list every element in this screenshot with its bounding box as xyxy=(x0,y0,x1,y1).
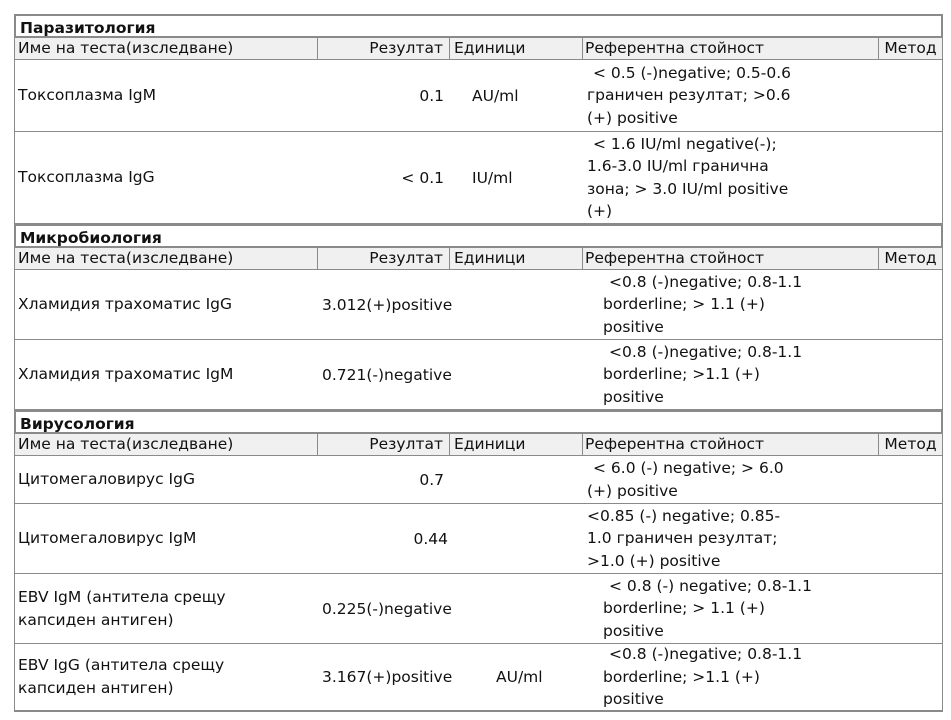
header-name: Име на теста(изследване) xyxy=(15,38,318,59)
header-method: Метод xyxy=(884,249,937,267)
table-row xyxy=(14,504,943,574)
reference-line: < 1.6 IU/ml negative(-); xyxy=(593,134,777,153)
section-title-parasitology: Паразитология xyxy=(14,14,943,38)
table-header xyxy=(14,38,943,60)
test-result: 0.7 xyxy=(419,470,444,489)
header-units: Единици xyxy=(450,248,583,269)
header-result: Резултат xyxy=(318,248,450,269)
table-row xyxy=(14,340,943,410)
test-name: Токсоплазма IgG xyxy=(18,168,155,186)
test-name xyxy=(15,586,318,632)
reference-value xyxy=(583,457,879,502)
test-name: Токсоплазма IgM xyxy=(18,86,157,104)
test-name xyxy=(15,654,318,700)
section-title-virology: Вирусология xyxy=(14,410,943,434)
reference-line: <0.85 (-) negative; 0.85- xyxy=(587,506,781,525)
reference-line: positive xyxy=(603,621,664,640)
header-units: Единици xyxy=(450,38,583,59)
test-result: 0.1 xyxy=(419,86,444,105)
header-reference: Референтна стойност xyxy=(583,38,879,59)
reference-line: borderline; >1.1 (+) xyxy=(603,667,760,686)
header-method: Метод xyxy=(884,39,937,57)
test-name: Хламидия трахоматис IgG xyxy=(18,295,233,313)
table-row xyxy=(14,60,943,132)
test-name: Цитомегаловирус IgG xyxy=(18,470,195,488)
table-row xyxy=(14,574,943,644)
header-units: Единици xyxy=(450,434,583,455)
test-result: 0.225(-)negative xyxy=(322,599,452,618)
reference-line: граничен резултат; >0.6 xyxy=(587,86,791,105)
test-name-line: EBV IgG (антитела срещу xyxy=(18,656,225,674)
table-header xyxy=(14,248,943,270)
reference-line: 1.6-3.0 IU/ml гранична xyxy=(587,157,769,175)
table-row xyxy=(14,132,943,224)
reference-value xyxy=(583,62,879,130)
test-name: Хламидия трахоматис IgM xyxy=(18,365,234,383)
reference-line: positive xyxy=(603,387,664,406)
reference-line: <0.8 (-)negative; 0.8-1.1 xyxy=(609,342,803,361)
header-reference: Референтна стойност xyxy=(583,434,879,455)
reference-line: (+) xyxy=(587,202,613,220)
test-result: 0.44 xyxy=(413,529,448,548)
reference-value xyxy=(583,575,879,643)
table-row xyxy=(14,456,943,504)
reference-line: 1.0 граничен резултат; xyxy=(587,529,778,548)
test-units: AU/ml xyxy=(496,668,543,686)
header-result: Резултат xyxy=(318,38,450,59)
reference-value xyxy=(583,341,879,409)
section-title-microbiology: Микробиология xyxy=(14,224,943,248)
test-result: < 0.1 xyxy=(401,168,444,187)
results-report xyxy=(14,14,943,712)
reference-value xyxy=(583,505,879,573)
header-method: Метод xyxy=(884,435,937,453)
table-header xyxy=(14,434,943,456)
reference-value xyxy=(583,643,879,711)
reference-line: borderline; > 1.1 (+) xyxy=(603,599,765,618)
test-result: 0.721(-)negative xyxy=(322,365,452,384)
header-result: Резултат xyxy=(318,434,450,455)
reference-line: < 0.5 (-)negative; 0.5-0.6 xyxy=(593,63,792,82)
reference-line: borderline; > 1.1 (+) xyxy=(603,295,765,314)
reference-value xyxy=(583,271,879,339)
test-name-line: капсиден антиген) xyxy=(18,679,174,697)
test-name-line: капсиден антиген) xyxy=(18,610,174,629)
table-row xyxy=(14,270,943,340)
reference-line: < 0.8 (-) negative; 0.8-1.1 xyxy=(609,576,812,595)
test-name: Цитомегаловирус IgM xyxy=(18,529,197,547)
test-result: 3.012(+)positive xyxy=(322,295,453,314)
header-name: Име на теста(изследване) xyxy=(15,434,318,455)
reference-value xyxy=(583,133,879,223)
reference-line: borderline; >1.1 (+) xyxy=(603,365,760,384)
test-units: AU/ml xyxy=(472,86,519,105)
reference-line: (+) positive xyxy=(587,108,678,127)
reference-line: <0.8 (-)negative; 0.8-1.1 xyxy=(609,272,803,291)
test-units: IU/ml xyxy=(472,168,513,187)
reference-line: positive xyxy=(603,690,664,709)
reference-line: (+) positive xyxy=(587,481,678,500)
reference-line: < 6.0 (-) negative; > 6.0 xyxy=(593,459,784,477)
reference-line: positive xyxy=(603,317,664,336)
table-row xyxy=(14,644,943,712)
header-name: Име на теста(изследване) xyxy=(15,248,318,269)
test-name-line: EBV IgM (антитела срещу xyxy=(18,587,226,606)
reference-line: <0.8 (-)negative; 0.8-1.1 xyxy=(609,645,803,664)
reference-line: зона; > 3.0 IU/ml positive xyxy=(587,179,789,198)
test-result: 3.167(+)positive xyxy=(322,668,453,686)
reference-line: >1.0 (+) positive xyxy=(587,551,721,570)
header-reference: Референтна стойност xyxy=(583,248,879,269)
